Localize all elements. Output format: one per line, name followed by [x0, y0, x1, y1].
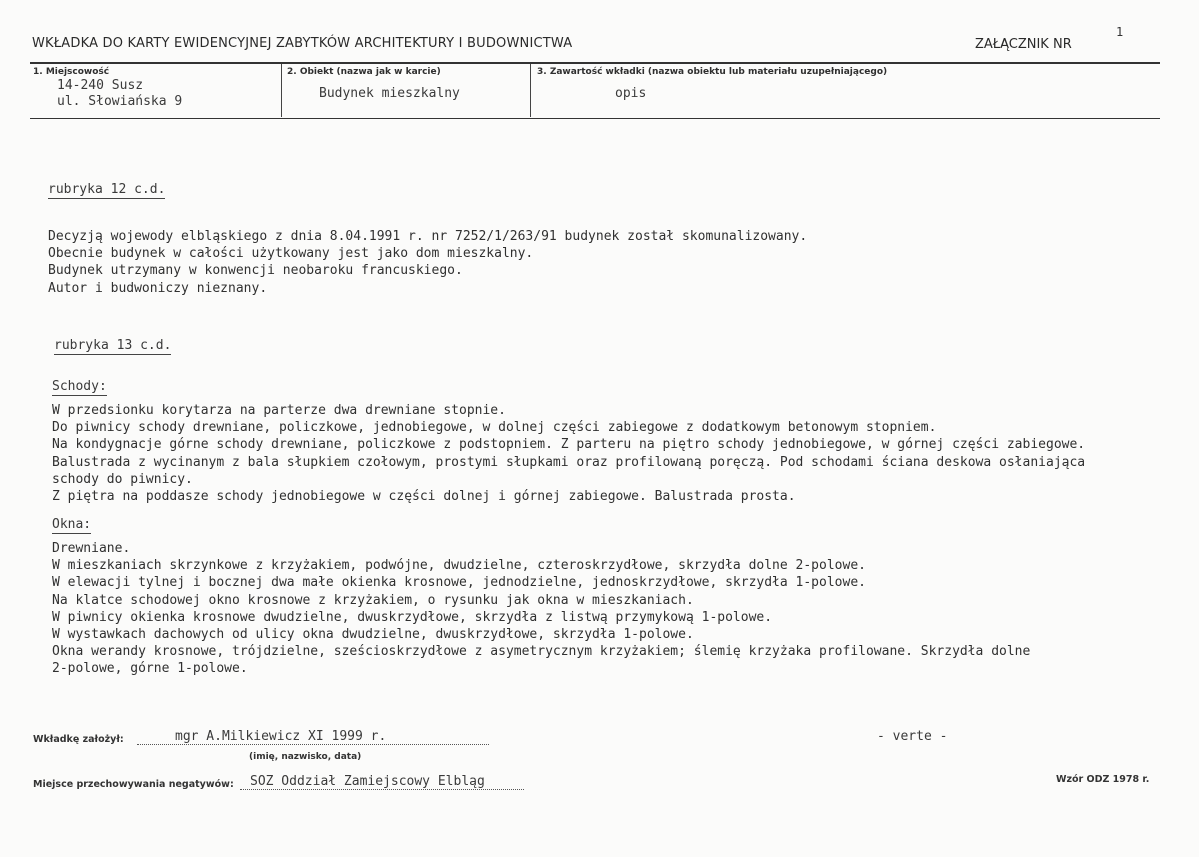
stairs-line: Do piwnicy schody drewniane, policzkowe, jednobiegowe, w dolnej części zabiegowe z dodatkowym betonowym stopniem.: [52, 420, 937, 436]
object-label: 2. Obiekt (nazwa jak w karcie): [287, 67, 441, 77]
rubric13-heading: rubryka 13 c.d.: [54, 338, 172, 353]
stairs-line: Z piętra na poddasze schody jednobiegowe w części dolnej i górnej zabiegowe. Balustrada prosta.: [52, 489, 796, 505]
rubric12-line: Budynek utrzymany w konwencji neobaroku francuskiego.: [48, 263, 463, 279]
form-title: WKŁADKA DO KARTY EWIDENCYJNEJ ZABYTKÓW ARCHITEKTURY I BUDOWNICTWA: [32, 36, 573, 51]
locality-line2: ul. Słowiańska 9: [57, 94, 183, 109]
stairs-heading: Schody:: [52, 379, 107, 394]
author-label: Wkładkę założył:: [33, 734, 124, 745]
rubric12-body: [48, 228, 807, 297]
form-code: Wzór ODZ 1978 r.: [1056, 774, 1150, 785]
storage-value: [240, 774, 524, 790]
windows-line: W piwnicy okienka krosnowe dwudzielne, dwuskrzydłowe, skrzydła z listwą przymykową 1-polowe.: [52, 609, 773, 625]
stairs-line: schody do piwnicy.: [52, 471, 193, 487]
content-value: opis: [615, 86, 647, 101]
author-name: mgr A.Milkiewicz XI 1999 r.: [175, 729, 387, 744]
stairs-line: Balustrada z wycinanym z bala słupkiem czołowym, prostymi słupkami oraz profilowaną poręczą. Pod schodami ściana deskowa osłaniająca: [52, 454, 1086, 470]
rubric12-heading: rubryka 12 c.d.: [48, 182, 166, 197]
author-value: [137, 729, 489, 745]
author-hint: (imię, nazwisko, data): [249, 752, 362, 762]
storage-name: SOZ Oddział Zamiejscowy Elbląg: [250, 774, 485, 789]
locality-line1: 14-240 Susz: [57, 78, 144, 93]
field-divider-2: [530, 64, 531, 117]
rubric12-line: Autor i budwoniczy nieznany.: [48, 280, 268, 296]
page-number: 1: [1116, 25, 1124, 39]
windows-line: Okna werandy krosnowe, trójdzielne, sześcioskrzydłowe z asymetrycznym krzyżakiem; ślemię krzyżaka profilowane. Skrzydła dolne: [52, 644, 1031, 660]
attachment-label: ZAŁĄCZNIK NR: [975, 37, 1072, 52]
stairs-line: W przedsionku korytarza na parterze dwa drewniane stopnie.: [52, 403, 506, 418]
windows-line: Drewniane.: [52, 541, 131, 556]
windows-line: W wystawkach dachowych od ulicy okna dwudzielne, dwuskrzydłowe, skrzydła 1-polowe.: [52, 627, 694, 643]
windows-line: W mieszkaniach skrzynkowe z krzyżakiem, podwójne, dwudzielne, czteroskrzydłowe, skrzydła dolne 2-polowe.: [52, 558, 866, 574]
field-divider-1: [281, 64, 282, 117]
object-value: Budynek mieszkalny: [319, 86, 460, 101]
windows-line: 2-polowe, górne 1-polowe.: [52, 661, 248, 677]
rubric12-line: Decyzją wojewody elbląskiego z dnia 8.04.1991 r. nr 7252/1/263/91 budynek został skomunalizowany.: [48, 229, 808, 244]
field-row-rule: [30, 118, 1160, 119]
verte-label: - verte -: [877, 729, 948, 744]
stairs-line: Na kondygnacje górne schody drewniane, policzkowe z podstopniem. Z parteru na piętro schody jednobiegowe, w górnej części zabiegowe.: [52, 437, 1086, 453]
storage-label: Miejsce przechowywania negatywów:: [33, 779, 234, 790]
rubric12-line: Obecnie budynek w całości użytkowany jest jako dom mieszkalny.: [48, 246, 534, 262]
content-label: 3. Zawartość wkładki (nazwa obiektu lub materiału uzupełniającego): [537, 67, 888, 77]
windows-line: Na klatce schodowej okno krosnowe z krzyżakiem, o rysunku jak okna w mieszkaniach.: [52, 592, 694, 608]
stairs-body: [52, 402, 1085, 505]
windows-line: W elewacji tylnej i bocznej dwa małe okienka krosnowe, jednodzielne, jednoskrzydłowe, skrzydła 1-polowe.: [52, 575, 866, 591]
windows-heading: Okna:: [52, 517, 92, 532]
windows-body: [52, 540, 1030, 678]
locality-label: 1. Miejscowość: [33, 67, 110, 77]
header-rule: [30, 62, 1160, 64]
